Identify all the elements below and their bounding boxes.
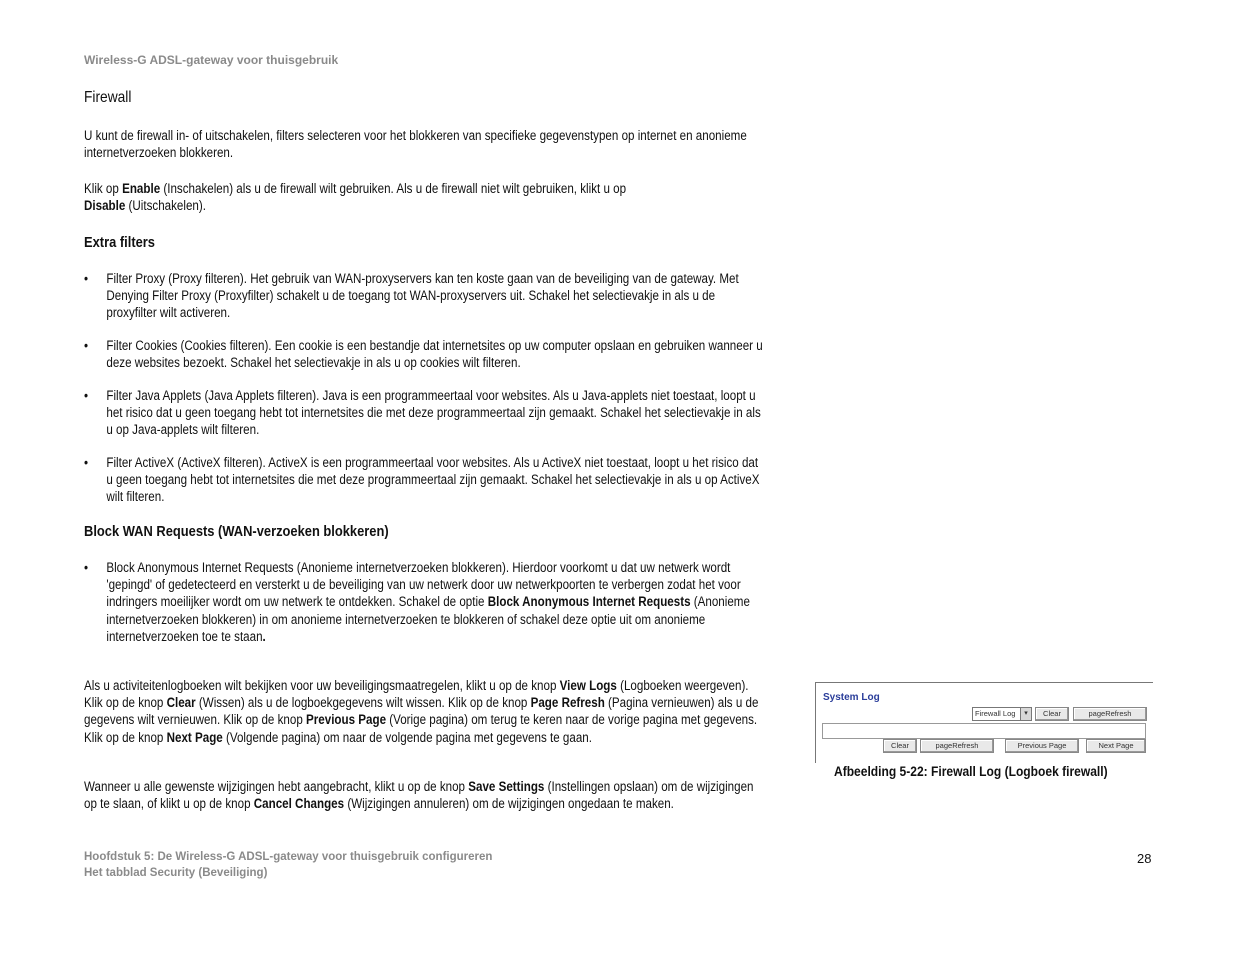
text-run: (Wijzigingen annuleren) om de wijzigingen ongedaan te maken.	[344, 796, 674, 812]
section-title: Firewall	[84, 89, 132, 106]
bullet-icon: •	[84, 338, 89, 353]
text-run: (Logboeken weergeven). Klik op de knop	[84, 678, 749, 711]
wan-requests-heading: Block WAN Requests (WAN-verzoeken blokkeren)	[84, 523, 389, 540]
text-run: (Volgende pagina) om naar de volgende pagina met gegevens te gaan.	[222, 729, 592, 745]
bullet-text: Filter Cookies (Cookies filteren). Een cookie is een bestandje dat internetsites op uw computer opslaan en gebruiken wanneer u deze websites bezoekt. Schakel het selectievakje in als u op cookies wilt filteren.	[106, 338, 763, 371]
text-run: (Inschakelen) als u de firewall wilt gebruiken. Als u de firewall niet wilt gebruiken, klikt u op	[160, 181, 627, 196]
bold-run: Save Settings	[468, 779, 545, 794]
system-log-screenshot	[815, 682, 1153, 763]
bold-run: Block Anonymous Internet Requests	[487, 594, 691, 610]
bold-run: Next Page	[166, 729, 223, 745]
chevron-down-icon: ▾	[1020, 708, 1031, 720]
bullet-item-java	[84, 387, 763, 439]
page-refresh-button-bottom: pageRefresh	[920, 739, 994, 753]
bullet-item-activex	[84, 454, 763, 506]
footer-chapter: Hoofdstuk 5: De Wireless-G ADSL-gateway voor thuisgebruik configureren	[84, 851, 493, 863]
bold-run: Enable	[122, 181, 161, 196]
bold-run: .	[262, 628, 266, 644]
previous-page-button: Previous Page	[1005, 739, 1079, 753]
bullet-icon: •	[84, 388, 89, 403]
system-log-title: System Log	[823, 692, 880, 703]
bullet-text	[106, 559, 763, 645]
bullet-item-anonymous	[84, 559, 763, 645]
text-run: Block Anonymous Internet Requests (Anonieme internetverzoeken blokkeren). Hierdoor voorkomt u dat uw netwerk wordt 'gepingd' of gedetecteerd en versterkt u de beveiliging van uw netwerk door uw netwerkpoorten te verbergen zodat het voor indringers moeilijker wordt om uw netwerk te ontdekken. Schakel de optie	[106, 560, 741, 610]
bold-run: View Logs	[559, 678, 617, 693]
bullet-text: Filter ActiveX (ActiveX filteren). ActiveX is een programmeertaal voor websites. Als u ActiveX niet toestaat, loopt u het risico dat u geen toegang hebt tot internetsites die met deze programmeertaal zijn gemaakt. Schakel het selectievakje in als u op ActiveX wilt filteren.	[106, 455, 760, 505]
text-run: (Pagina vernieuwen) als u de gegevens wilt vernieuwen. Klik op de knop	[84, 695, 759, 728]
running-header: Wireless-G ADSL-gateway voor thuisgebruik	[84, 53, 339, 67]
page-refresh-button-top: pageRefresh	[1073, 707, 1147, 721]
page-number: 28	[1137, 851, 1152, 866]
bullet-text: Filter Java Applets (Java Applets filteren). Java is een programmeertaal voor websites. Als u Java-applets niet toestaat, loopt u het risico dat u geen toegang hebt tot internetsites die met deze programmeertaal zijn gemaakt. Schakel het selectievakje in als u op Java-applets wilt filteren.	[106, 388, 761, 438]
bold-run: Cancel Changes	[253, 796, 345, 812]
log-display-area	[822, 723, 1146, 739]
figure-caption: Afbeelding 5-22: Firewall Log (Logboek firewall)	[834, 763, 1108, 779]
next-page-button: Next Page	[1086, 739, 1146, 753]
bullet-text: Filter Proxy (Proxy filteren). Het gebruik van WAN-proxyservers kan ten koste gaan van de beveiliging van de gateway. Met Denying Filter Proxy (Proxyfilter) schakelt u de toegang tot WAN-proxyservers uit. Schakel het selectievakje in als u de proxyfilter wilt activeren.	[106, 271, 739, 321]
text-run: (Instellingen opslaan) om de wijzigingen op te slaan, of klikt u op de knop	[84, 779, 754, 812]
clear-button-top: Clear	[1035, 707, 1069, 721]
bold-run: Previous Page	[306, 712, 387, 728]
clear-button-bottom: Clear	[883, 739, 917, 753]
bold-run: Clear	[166, 695, 196, 711]
enable-paragraph	[84, 180, 763, 214]
log-type-value: Firewall Log	[975, 709, 1016, 718]
bullet-icon: •	[84, 455, 89, 470]
bold-run: Disable	[84, 198, 126, 214]
bullet-icon: •	[84, 560, 89, 575]
save-paragraph	[84, 778, 763, 812]
text-run: Als u activiteitenlogboeken wilt bekijken voor uw beveiligingsmaatregelen, klikt u op de knop	[84, 678, 560, 693]
log-type-select	[972, 707, 1032, 721]
logs-paragraph	[84, 677, 763, 746]
text-run: Klik op	[84, 181, 123, 196]
text-run: (Anonieme internetverzoeken blokkeren) in om anonieme internetverzoeken te blokkeren of schakel deze optie uit om anonieme internetverzoeken toe te staan	[106, 594, 750, 644]
bullet-item-proxy	[84, 270, 763, 322]
bullet-icon: •	[84, 271, 89, 286]
text-run: Wanneer u alle gewenste wijzigingen hebt aangebracht, klikt u op de knop	[84, 779, 469, 794]
bullet-item-cookies	[84, 337, 763, 371]
text-run: (Vorige pagina) om terug te keren naar de vorige pagina met gegevens. Klik op de knop	[84, 712, 758, 745]
footer-section: Het tabblad Security (Beveiliging)	[84, 867, 268, 879]
text-run: (Wissen) als u de logboekgegevens wilt wissen. Klik op de knop	[195, 695, 531, 711]
intro-paragraph: U kunt de firewall in- of uitschakelen, filters selecteren voor het blokkeren van specifieke gegevenstypen op internet en anonieme internetverzoeken blokkeren.	[84, 128, 747, 161]
text-run: (Uitschakelen).	[125, 198, 206, 214]
bold-run: Page Refresh	[530, 695, 605, 711]
extra-filters-heading: Extra filters	[84, 234, 155, 251]
